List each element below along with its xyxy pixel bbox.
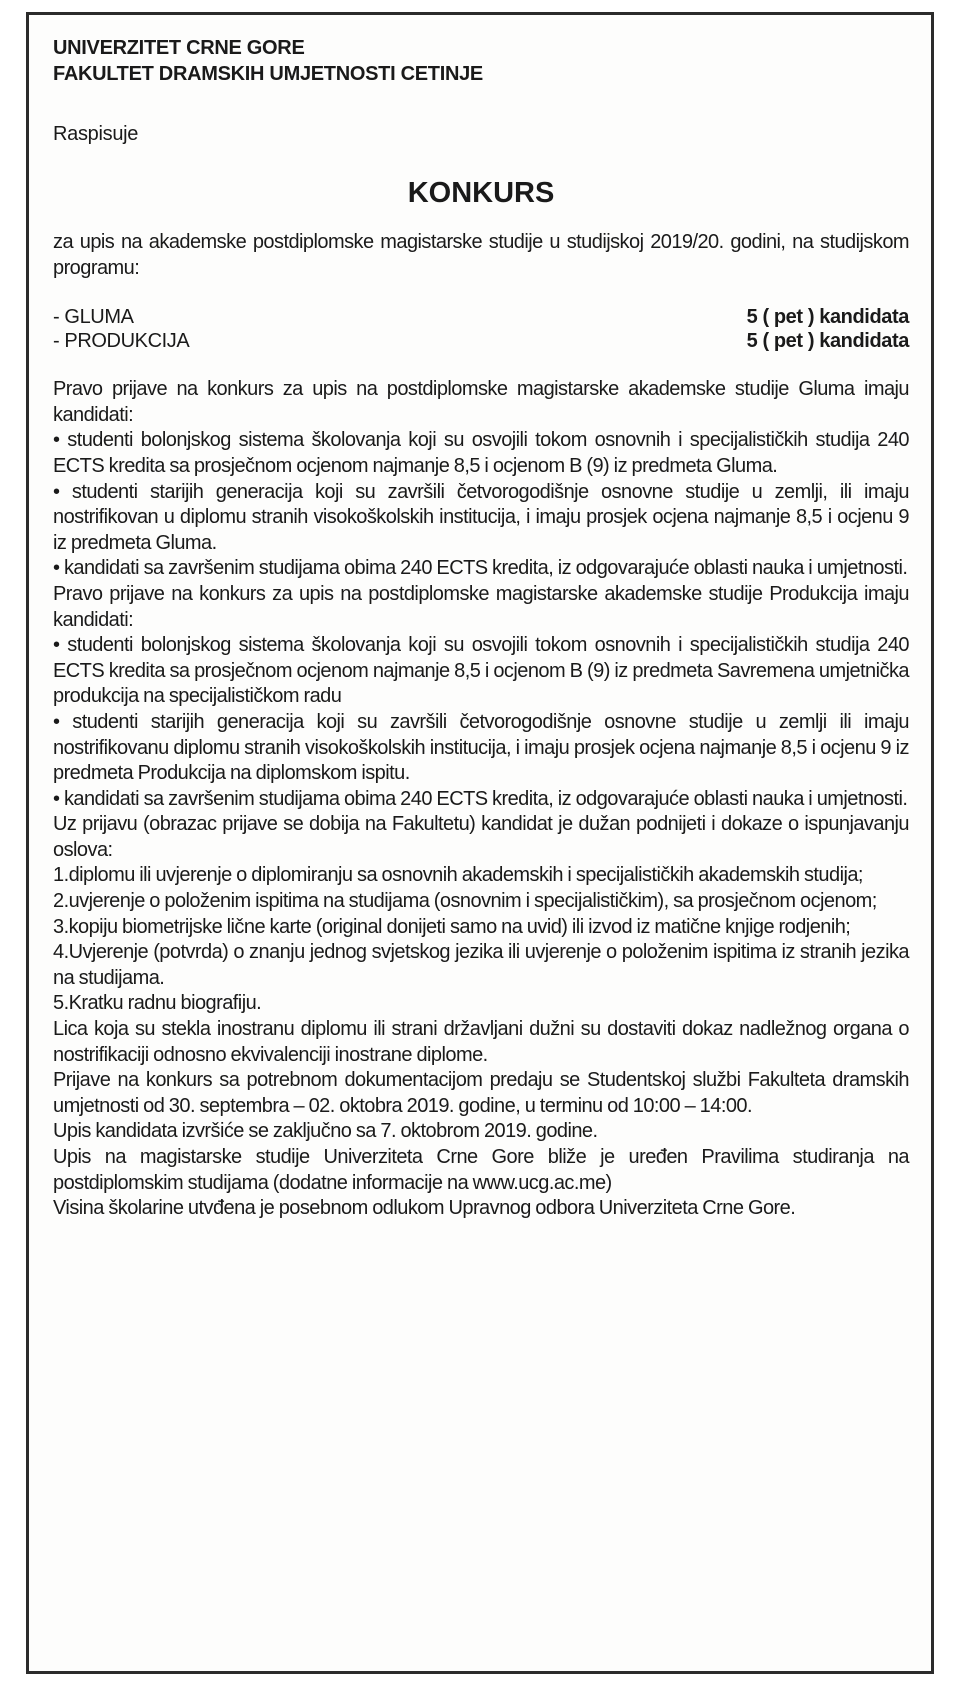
list-item: 2.uvjerenje o položenim ispitima na studijama (osnovnim i specijalističkim), sa prosječnom ocjenom; [53,890,877,913]
list-item: 4.Uvjerenje (potvrda) o znanju jednog svjetskog jezika ili uvjerenje o položenim ispitima iz stranih jezika na studijama. [53,941,909,989]
list-item: 1.diplomu ili uvjerenje o diplomiranju sa osnovnih akademskih i specijalističkih akademskih studija; [53,864,863,887]
faculty-name: FAKULTET DRAMSKIH UMJETNOSTI CETINJE [53,63,483,85]
paragraph-regulations: Upis na magistarske studije Univerziteta Crne Gore bliže je uređen Pravilima studiranja na postdiplomskim studijama (dodatne informacije na www.ucg.ac.me) [53,1146,909,1194]
bullet-item: • studenti bolonjskog sistema školovanja koji su osvojili tokom osnovnih i specijalističkih studija 240 ECTS kredita sa prosječnom ocjenom najmanje 8,5 i ocjenom B (9) iz predmeta Gluma. [53,429,909,477]
paragraph-enrollment-deadline: Upis kandidata izvršiće se zaključno sa 7. oktobrom 2019. godine. [53,1120,598,1143]
university-name: UNIVERZITET CRNE GORE [53,37,305,59]
program-name: - GLUMA [53,306,134,329]
subtitle-paragraph: za upis na akademske postdiplomske magistarske studije u studijskoj 2019/20. godini, na studijskom programu: [53,231,909,279]
intro-text: Raspisuje [53,123,139,145]
paragraph-foreign-diploma: Lica koja su stekla inostranu diplomu ili strani državljani dužni su dostaviti dokaz nadležnog organa o nostrifikaciji odnosno ekvivalenciji inostrane diplome. [53,1018,909,1066]
document-title: KONKURS [407,177,555,209]
bullet-item: • studenti bolonjskog sistema školovanja koji su osvojili tokom osnovnih i specijalističkih studija 240 ECTS kredita sa prosječnom ocjenom najmanje 8,5 i ocjenom B (9) iz predmeta Savremena umjetnička produkcija na specijalističkom radu [53,634,909,708]
paragraph-submission: Prijave na konkurs sa potrebnom dokumentacijom predaju se Studentskoj službi Fakulteta dramskih umjetnosti od 30. septembra – 02. oktobra 2019. godine, u terminu od 10:00 – 14:00. [53,1069,909,1117]
document-frame [26,12,934,1674]
bullet-item: • studenti starijih generacija koji su završili četvorogodišnje osnovne studije u zemlji ili imaju nostrifikovanu diplomu stranih visokoškolskih institucija, i imaju prosjek ocjena najmanje 8,5 i ocjenu 9 iz predmeta Produkcija na diplomskom ispitu. [53,710,909,785]
list-item: 3.kopiju biometrijske lične karte (original donijeti samo na uvid) ili izvod iz matične knjige rodjenih; [53,915,851,938]
program-name: - PRODUKCIJA [53,330,190,353]
bullet-item: • studenti starijih generacija koji su završili četvorogodišnje osnovne studije u zemlji, ili imaju nostrifikovan u diplomu stranih visokoškolskih institucija, i imaju prosjek ocjena najmanje 8,5 i ocjenu 9 iz predmeta Gluma. [53,480,909,554]
paragraph-eligibility-acting: Pravo prijave na konkurs za upis na postdiplomske magistarske akademske studije Gluma imaju kandidati: [53,378,909,426]
bullet-item: • kandidati sa završenim studijama obima 240 ECTS kredita, iz odgovarajuće oblasti nauka i umjetnosti. [53,557,908,580]
program-count: 5 ( pet ) kandidata [746,306,909,329]
paragraph-required-documents: Uz prijavu (obrazac prijave se dobija na Fakultetu) kandidat je dužan podnijeti i dokaze o ispunjavanju oslova: [53,813,909,861]
paragraph-tuition: Visina školarine utvđena je posebnom odlukom Upravnog odbora Univerziteta Crne Gore. [53,1197,796,1220]
paragraph-eligibility-production: Pravo prijave na konkurs za upis na postdiplomske magistarske akademske studije Produkcija imaju kandidati: [53,582,909,631]
list-item: 5.Kratku radnu biografiju. [53,992,262,1015]
document-content [53,35,909,1222]
program-count: 5 ( pet ) kandidata [746,330,909,353]
bullet-item: • kandidati sa završenim studijama obima 240 ECTS kredita, iz odgovarajuće oblasti nauka i umjetnosti. [53,787,908,810]
programs-list [53,305,909,353]
program-row [53,329,909,353]
program-row [53,305,909,329]
body-text [53,377,909,1222]
